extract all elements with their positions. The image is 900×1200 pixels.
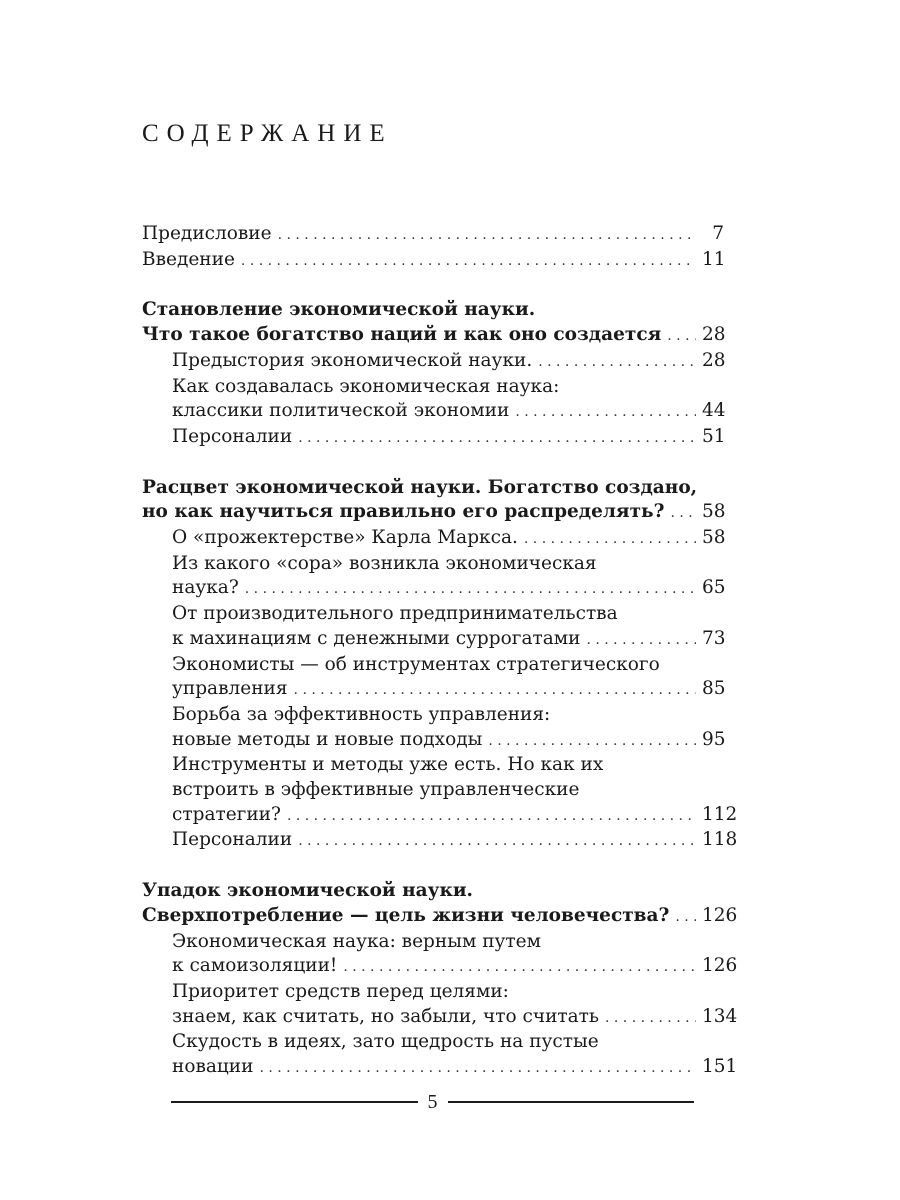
- toc-entry: [142, 627, 724, 653]
- toc-entry: [142, 728, 724, 754]
- toc-entry-title: Предыстория экономической науки.: [172, 349, 533, 371]
- toc-entry: [142, 576, 724, 602]
- toc-page-number: 126: [702, 904, 738, 926]
- toc-entry-title: О «прожектерстве» Карла Маркса.: [172, 527, 518, 549]
- toc-page-number: 95: [702, 728, 726, 750]
- toc-entry-line: Как создавалась экономическая наука:: [172, 375, 560, 397]
- toc-entry-line: Борьба за эффективность управления:: [172, 703, 551, 725]
- page-number: 5: [427, 1090, 438, 1113]
- toc-page-number: 85: [702, 678, 726, 700]
- toc-entry-title: стратегии?: [172, 803, 281, 825]
- toc-part-3: [142, 879, 738, 1081]
- toc-page-number: 7: [712, 223, 724, 244]
- page-footer: [171, 1090, 694, 1114]
- toc-entry: [142, 1005, 738, 1031]
- toc-entry-title: но как научиться правильно его распределять?: [142, 501, 665, 523]
- toc-page-number: 112: [702, 803, 738, 825]
- toc-page-number: 58: [702, 501, 726, 523]
- dot-leader: [515, 399, 696, 425]
- dot-leader: [294, 677, 696, 703]
- toc-entry-title: управления: [172, 678, 288, 700]
- dot-leader: [524, 526, 696, 552]
- toc-entry-line: Расцвет экономической науки. Богатство создано,: [142, 476, 698, 498]
- dot-leader: [667, 323, 696, 349]
- toc-entry: [142, 1055, 738, 1081]
- toc-entry-title: классики политической экономии: [172, 400, 510, 422]
- dot-leader: [245, 576, 696, 602]
- toc-entry-line: Упадок экономической науки.: [142, 880, 473, 902]
- dot-leader: [298, 425, 696, 451]
- dot-leader: [278, 222, 696, 248]
- toc-entry: [142, 677, 724, 703]
- toc-part-2: [142, 476, 738, 855]
- toc-page-number: 118: [702, 829, 738, 851]
- toc-entry-title: Персоналии: [172, 829, 293, 851]
- dot-leader: [241, 248, 696, 274]
- dot-leader: [343, 954, 696, 980]
- toc-entry-title: новые методы и новые подходы: [172, 728, 483, 750]
- toc-entry: [142, 349, 724, 375]
- page-title: СОДЕРЖАНИЕ: [142, 120, 393, 147]
- dot-leader: [538, 349, 696, 375]
- toc-entry-line: встроить в эффективные управленческие: [172, 779, 580, 801]
- toc-entry-line: Из какого «сора» возникла экономическая: [172, 552, 597, 574]
- toc-part-1: [142, 298, 724, 450]
- dot-leader: [287, 803, 696, 829]
- toc-entry: [142, 954, 738, 980]
- toc-entry: [142, 425, 724, 451]
- toc-entry: [142, 828, 738, 854]
- toc-entry-line: Экономическая наука: верным путем: [172, 930, 541, 952]
- dot-leader: [488, 728, 696, 754]
- toc-entry: [142, 526, 724, 552]
- toc-entry: [142, 399, 724, 425]
- toc-entry-title: Персоналии: [172, 425, 293, 447]
- toc-entry-title: Предисловие: [142, 223, 272, 244]
- toc-page-number: 51: [702, 425, 726, 447]
- footer-rule-right: [448, 1101, 695, 1103]
- toc-page-number: 151: [702, 1056, 738, 1078]
- toc-page-number: 28: [702, 349, 726, 371]
- toc-page-number: 44: [702, 400, 726, 422]
- toc-entry-title: Что такое богатство наций и как оно создается: [142, 324, 662, 346]
- toc-entry-line: Скудость в идеях, зато щедрость на пустые: [172, 1031, 599, 1053]
- toc-entry: [142, 904, 738, 930]
- dot-leader: [586, 627, 696, 653]
- toc-entry: [142, 323, 724, 349]
- toc-page-number: 11: [702, 248, 726, 270]
- toc-entry: [142, 803, 738, 829]
- toc-page-number: 73: [702, 627, 726, 649]
- footer-rule-left: [171, 1101, 418, 1103]
- toc-front-matter: [142, 222, 724, 273]
- toc-entry: [142, 500, 724, 526]
- toc-entry: [142, 222, 724, 248]
- toc-entry-title: новации: [172, 1056, 254, 1078]
- toc-entry-line: Инструменты и методы уже есть. Но как их: [172, 754, 604, 776]
- dot-leader: [259, 1055, 696, 1081]
- dot-leader: [670, 500, 696, 526]
- toc-entry-title: Введение: [142, 248, 235, 270]
- toc-entry-title: к самоизоляции!: [172, 955, 338, 977]
- dot-leader: [605, 1005, 696, 1031]
- toc-entry-line: Становление экономической науки.: [142, 299, 536, 321]
- toc-entry-title: к махинациям с денежными суррогатами: [172, 627, 581, 649]
- toc-entry-line: От производительного предпринимательства: [172, 603, 618, 625]
- toc-entry-title: знаем, как считать, но забыли, что считать: [172, 1005, 599, 1027]
- toc-entry-line: Экономисты — об инструментах стратегического: [172, 653, 660, 675]
- toc-page-number: 28: [702, 324, 726, 346]
- toc-page-number: 126: [702, 955, 738, 977]
- toc-page-number: 58: [702, 527, 726, 549]
- toc-entry-title: Сверхпотребление — цель жизни человечества?: [142, 904, 670, 926]
- table-of-contents: [142, 222, 738, 1081]
- toc-entry: [142, 248, 724, 274]
- dot-leader: [298, 828, 696, 854]
- dot-leader: [675, 904, 696, 930]
- toc-entry-line: Приоритет средств перед целями:: [172, 980, 509, 1002]
- toc-page-number: 134: [702, 1005, 738, 1027]
- toc-entry-title: наука?: [172, 577, 239, 599]
- toc-page-number: 65: [702, 577, 726, 599]
